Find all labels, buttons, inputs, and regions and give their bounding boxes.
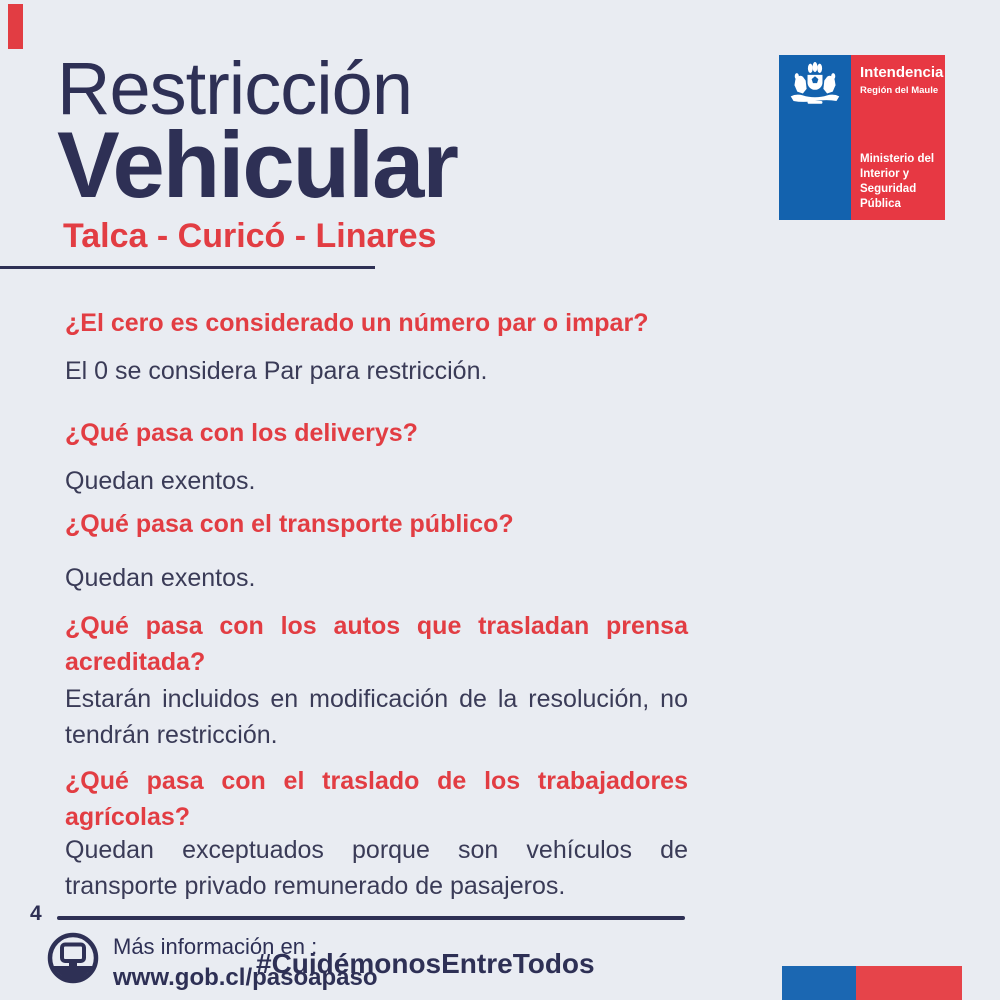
title-line-2: Vehicular: [57, 112, 457, 217]
subtitle-cities: Talca - Curicó - Linares: [63, 217, 437, 255]
logo-red-panel: [851, 55, 945, 220]
footer-info-url[interactable]: www.gob.cl/pasoapaso: [113, 964, 378, 991]
header-divider: [0, 266, 375, 269]
logo-region-name: Región del Maule: [860, 84, 939, 96]
faq-answer-1: El 0 se considera Par para restricción.: [65, 357, 488, 385]
footer-logo-mark: [782, 966, 962, 1000]
footer-divider: [57, 916, 685, 920]
faq-answer-3: Quedan exentos.: [65, 564, 256, 592]
government-logo: [779, 55, 945, 220]
page-number: 4: [30, 902, 42, 925]
laptop-icon: [45, 930, 101, 986]
faq-question-1: ¿El cero es considerado un número par o impar?: [65, 309, 649, 337]
footer-logo-red-square: [856, 966, 962, 1000]
corner-accent-bar: [8, 4, 23, 49]
faq-question-3: ¿Qué pasa con el transporte público?: [65, 510, 514, 538]
footer-hashtag: #CuidémonosEntreTodos: [256, 948, 595, 979]
title-line-1: Restricción: [57, 47, 412, 130]
footer-info-label: Más información en :: [113, 934, 318, 959]
faq-answer-5: Quedan exceptuados porque son vehículos de transporte privado remunerado de pasajeros.: [65, 836, 688, 900]
faq-answer-2: Quedan exentos.: [65, 467, 256, 495]
page-title: [57, 47, 457, 217]
logo-agency-name: Intendencia: [860, 64, 944, 81]
logo-ministry-name: Ministerio del Interior y Seguridad Pública: [860, 153, 935, 211]
logo-blue-panel: [779, 55, 851, 220]
faq-answer-4: Estarán incluidos en modificación de la resolución, no tendrán restricción.: [65, 685, 688, 749]
faq-question-4: ¿Qué pasa con los autos que trasladan prensa acreditada?: [65, 612, 688, 676]
chile-coat-of-arms-icon: [787, 62, 843, 117]
faq-question-2: ¿Qué pasa con los deliverys?: [65, 419, 418, 447]
footer-logo-blue-square: [782, 966, 856, 1000]
faq-question-5: ¿Qué pasa con el traslado de los trabajadores agrícolas?: [65, 767, 688, 831]
